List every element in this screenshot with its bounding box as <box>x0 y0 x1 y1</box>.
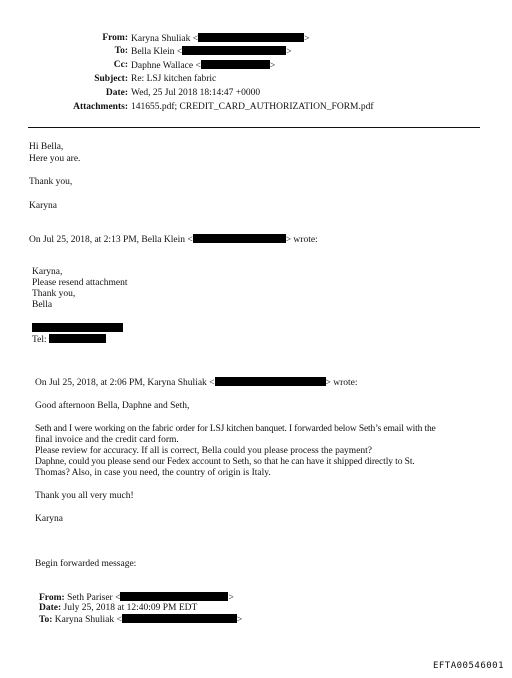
redaction-bar <box>122 614 237 623</box>
to-label: To: <box>114 46 128 56</box>
redaction-bar <box>182 46 286 55</box>
from-value: Karyna Shuliak < > <box>131 34 310 44</box>
redaction-bar <box>193 234 286 243</box>
redaction-bar <box>198 33 304 42</box>
quote2-signature: Karyna <box>35 514 63 524</box>
cc-label: Cc: <box>113 60 128 70</box>
fwd-from: From: Seth Pariser < > <box>39 593 234 603</box>
signature: Karyna <box>29 201 57 211</box>
header-divider <box>28 127 480 128</box>
redaction-bar <box>120 592 228 601</box>
bates-number: EFTA00546001 <box>432 661 504 671</box>
quote2-greeting: Good afternoon Bella, Daphne and Seth, <box>35 401 190 411</box>
quote2-paragraph: final invoice and the credit card form. <box>35 435 179 445</box>
redaction-bar <box>201 60 270 69</box>
subject-label: Subject: <box>94 74 128 84</box>
quote2-paragraph: Please review for accuracy. If all is correct, Bella could you please process the payment? <box>35 446 373 456</box>
quote1-intro: On Jul 25, 2018, at 2:13 PM, Bella Klein < > wrote: <box>29 235 318 245</box>
subject-value: Re: LSJ kitchen fabric <box>131 74 217 84</box>
quote2-paragraph: Seth and I were working on the fabric order for LSJ kitchen banquet. I forwarded below Seth’s email with the <box>35 424 436 434</box>
quote1-line: Thank you, <box>32 289 76 299</box>
quote2-paragraph: Thomas? Also, in case you need, the country of origin is Italy. <box>35 468 271 478</box>
to-value: Bella Klein < > <box>131 47 292 57</box>
thanks-line: Thank you, <box>29 177 73 187</box>
redaction-bar <box>49 334 106 343</box>
redaction-bar <box>32 323 123 332</box>
quote2-intro: On Jul 25, 2018, at 2:06 PM, Karyna Shuliak < > wrote: <box>35 378 358 388</box>
attachments-label: Attachments: <box>73 102 128 112</box>
fwd-to: To: Karyna Shuliak < > <box>39 615 243 625</box>
date-label: Date: <box>105 88 128 98</box>
quote2-paragraph: Daphne, could you please send our Fedex account to Seth, so that he can have it shipped directly to St. <box>35 457 415 467</box>
quote1-line: Karyna, <box>32 267 63 277</box>
quote1-line: Bella <box>32 300 53 310</box>
quote1-tel: Tel: <box>32 334 106 346</box>
quote1-line: Please resend attachment <box>32 278 128 288</box>
fwd-date: Date: July 25, 2018 at 12:40:09 PM EDT <box>39 603 198 613</box>
quote2-thanks: Thank you all very much! <box>35 491 134 501</box>
body-line: Here you are. <box>29 154 81 164</box>
attachments-value[interactable]: 141655.pdf; CREDIT_CARD_AUTHORIZATION_FORM.pdf <box>131 102 374 112</box>
from-label: From: <box>102 33 128 43</box>
greeting: Hi Bella, <box>29 142 64 152</box>
redaction-bar <box>215 377 326 386</box>
cc-value: Daphne Wallace < > <box>131 61 276 71</box>
date-value: Wed, 25 Jul 2018 18:14:47 +0000 <box>131 88 261 98</box>
forwarded-label: Begin forwarded message: <box>35 559 137 569</box>
